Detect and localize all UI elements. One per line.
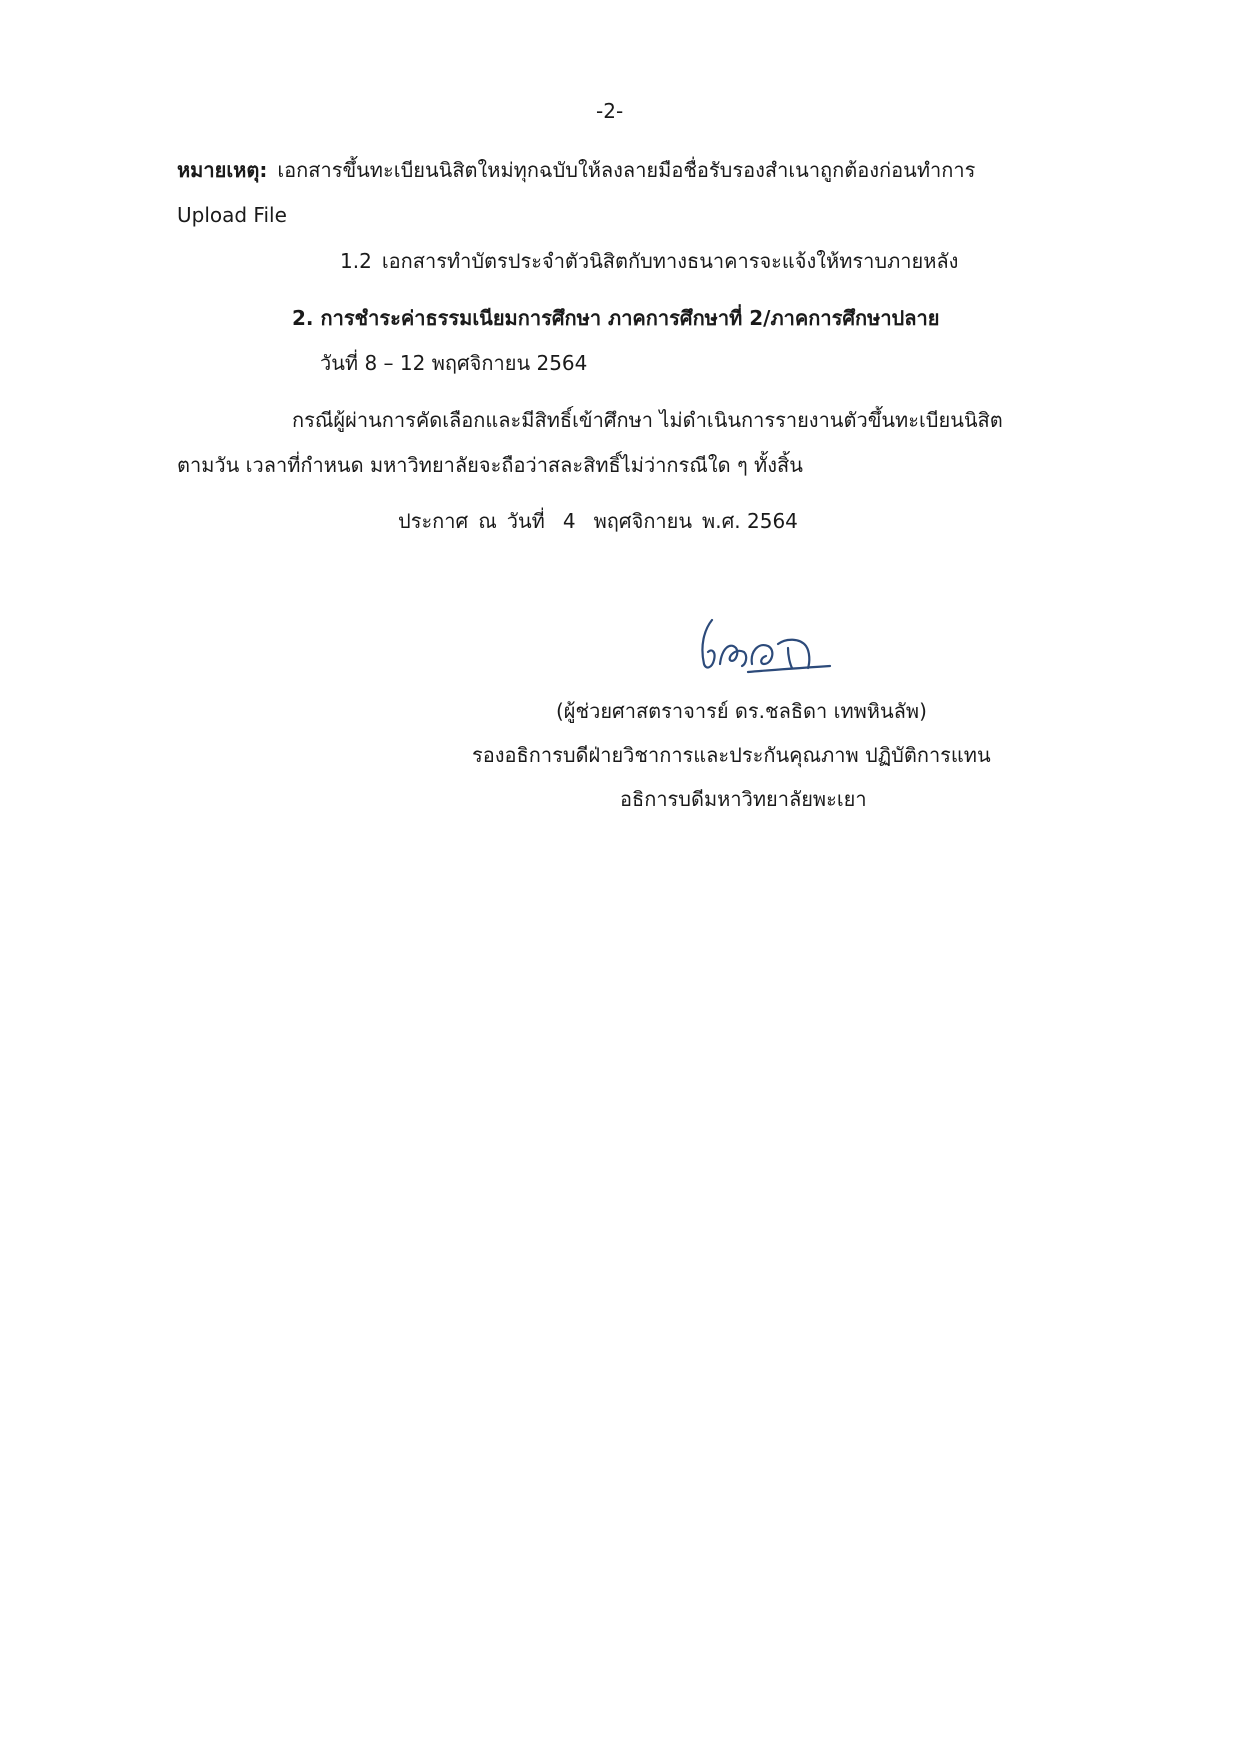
note-label: หมายเหตุ:: [177, 158, 268, 182]
note-paragraph-line-1: [177, 157, 975, 183]
warning-line-2: ตามวัน เวลาที่กำหนด มหาวิทยาลัยจะถือว่าสละสิทธิ์ไม่ว่ากรณีใด ๆ ทั้งสิ้น: [177, 453, 803, 477]
signer-name: (ผู้ช่วยศาสตราจารย์ ดร.ชลธิดา เทพหินลัพ): [556, 699, 927, 723]
item-1-2: [340, 248, 958, 274]
announcement-day-label: วันที่: [506, 509, 545, 533]
warning-line-1: กรณีผู้ผ่านการคัดเลือกและมีสิทธิ์เข้าศึกษา ไม่ดำเนินการรายงานตัวขึ้นทะเบียนนิสิต: [292, 408, 1003, 432]
announcement-year: พ.ศ. 2564: [702, 509, 798, 533]
announcement-day: 4: [562, 509, 576, 533]
note-text-line-1: เอกสารขึ้นทะเบียนนิสิตใหม่ทุกฉบับให้ลงลายมือชื่อรับรองสำเนาถูกต้องก่อนทำการ: [277, 158, 976, 182]
section-2-title: 2. การชำระค่าธรรมเนียมการศึกษา ภาคการศึกษาที่ 2/ภาคการศึกษาปลาย: [292, 306, 940, 330]
item-1-2-text: เอกสารทำบัตรประจำตัวนิสิตกับทางธนาคารจะแจ้งให้ทราบภายหลัง: [381, 249, 959, 273]
item-1-2-number: 1.2: [340, 249, 372, 273]
announcement-month: พฤศจิกายน: [593, 509, 693, 533]
page-number: -2-: [596, 99, 624, 123]
note-text-line-2: Upload File: [177, 203, 287, 227]
handwritten-signature: [690, 608, 840, 678]
signer-title-line-2: อธิการบดีมหาวิทยาลัยพะเยา: [620, 787, 867, 811]
announcement-prefix: ประกาศ: [398, 509, 469, 533]
section-2-date: วันที่ 8 – 12 พฤศจิกายน 2564: [320, 351, 588, 375]
announcement-date: [398, 508, 798, 534]
announcement-at: ณ: [478, 509, 497, 533]
signer-title-line-1: รองอธิการบดีฝ่ายวิชาการและประกันคุณภาพ ปฏิบัติการแทน: [472, 743, 991, 767]
